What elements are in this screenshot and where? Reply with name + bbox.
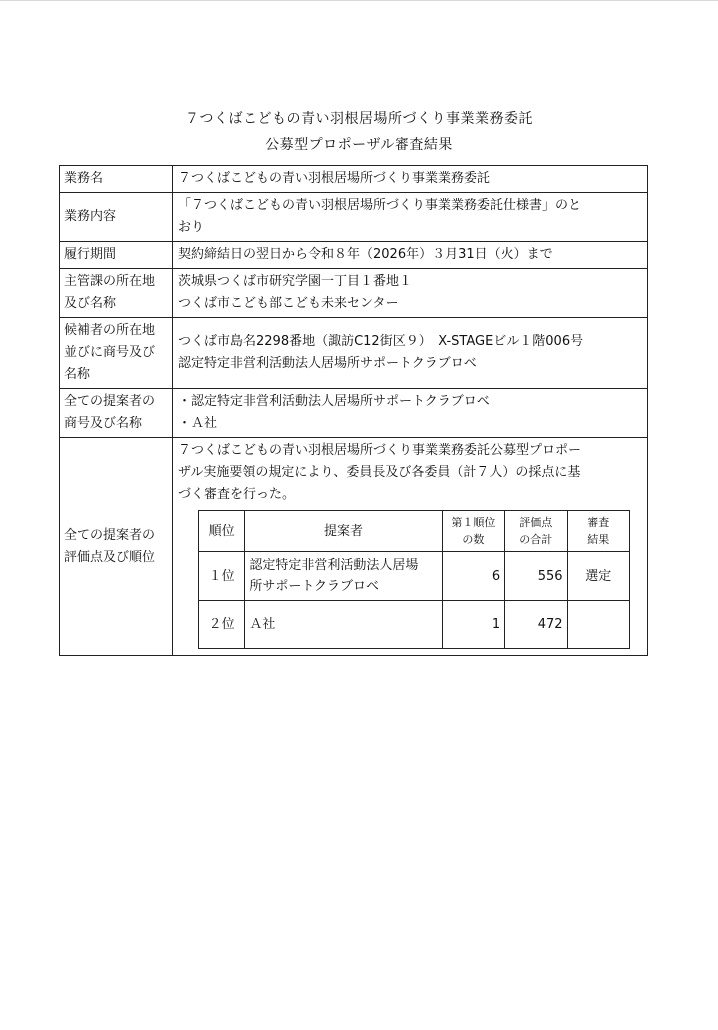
label-kohosha [60,318,173,389]
cell-proposer [245,552,442,601]
value-teiansha-line2: ・Ａ社 [178,416,218,431]
header-score-line2: の合計 [519,533,553,546]
cell-result [567,601,629,649]
value-kohosha-line1: つくば市島名2298番地（諏訪C12街区９） X-STAGEビル１階006号 [178,334,584,349]
header-proposer: 提案者 [245,511,442,552]
row-kohosha [60,318,648,389]
label-kohosha-line3: 名称 [64,367,91,382]
value-hyoka [173,438,648,656]
value-shukanka [173,269,648,318]
cell-first-count: 1 [442,601,504,649]
top-divider [0,0,718,1]
cell-proposer [245,601,442,649]
label-hyoka-line2: 評価点及び順位 [64,549,156,565]
label-kohosha-line2: 並びに商号及び [64,345,156,360]
hyoka-text-line3: づく審査を行った。 [178,487,296,502]
value-teiansha-line1: ・認定特定非営利活動法人居場所サポートクラブロベ [178,394,490,409]
row-gyomu-mei [60,166,648,193]
value-gyomu-naiyo [173,193,648,242]
label-teiansha-line1: 全ての提案者の [64,394,156,409]
cell-result: 選定 [567,552,629,601]
label-shukanka [60,269,173,318]
result-table [59,165,648,656]
value-gyomu-naiyo-line1: 「７つくばこどもの青い羽根居場所づくり事業業務委託仕様書」のと [178,198,582,213]
header-result-line2: 結果 [587,533,610,546]
cell-score: 472 [505,601,567,649]
label-teiansha-line2: 商号及び名称 [64,416,143,431]
label-gyomu-naiyo: 業務内容 [60,193,173,242]
value-shukanka-line2: つくば市こども部こども未来センター [178,296,399,311]
value-gyomu-mei: ７つくばこどもの青い羽根居場所づくり事業業務委託 [173,166,648,193]
row-gyomu-naiyo [60,193,648,242]
value-rikou-kikan: 契約締結日の翌日から令和８年（2026年）３月31日（火）まで [173,242,648,269]
label-hyoka-line1: 全ての提案者の [64,527,156,543]
score-table [198,510,630,649]
label-shukanka-line2: 及び名称 [64,296,117,311]
header-result-line1: 審査 [587,516,610,529]
label-rikou-kikan: 履行期間 [60,242,173,269]
score-table-header [199,511,630,552]
header-result [567,511,629,552]
header-first-count [442,511,504,552]
table-row [199,552,630,601]
row-hyoka [60,438,648,656]
cell-proposer-line1: Ａ社 [249,617,276,632]
value-shukanka-line1: 茨城県つくば市研究学園一丁目１番地１ [178,274,413,289]
row-rikou-kikan [60,242,648,269]
value-kohosha [173,318,648,389]
cell-score: 556 [505,552,567,601]
label-shukanka-line1: 主管課の所在地 [64,274,156,289]
label-teiansha [60,389,173,438]
hyoka-text-line2: ザル実施要領の規定により、委員長及び各委員（計７人）の採点に基 [178,465,581,480]
cell-first-count: 6 [442,552,504,601]
header-score [505,511,567,552]
cell-rank: ２位 [199,601,245,649]
hyoka-text-line1: ７つくばこどもの青い羽根居場所づくり事業業務委託公募型プロポー [178,443,582,458]
document-subtitle: 公募型プロポーザル審査結果 [265,137,453,153]
row-shukanka [60,269,648,318]
value-teiansha [173,389,648,438]
value-kohosha-line2: 認定特定非営利活動法人居場所サポートクラブロベ [178,356,477,371]
label-gyomu-mei: 業務名 [60,166,173,193]
label-kohosha-line1: 候補者の所在地 [64,323,156,338]
document-title: ７つくばこどもの青い羽根居場所づくり事業業務委託 [185,111,533,127]
row-teiansha [60,389,648,438]
cell-proposer-line1: 認定特定非営利活動法人居場 [249,558,419,573]
value-gyomu-naiyo-line2: おり [178,220,205,235]
header-rank: 順位 [199,511,245,552]
header-first-count-line1: 第１順位 [451,516,496,529]
table-row [199,601,630,649]
header-score-line1: 評価点 [519,516,553,529]
cell-proposer-line2: 所サポートクラブロベ [249,579,380,594]
cell-rank: １位 [199,552,245,601]
header-first-count-line2: の数 [462,533,485,546]
label-hyoka [60,438,173,656]
